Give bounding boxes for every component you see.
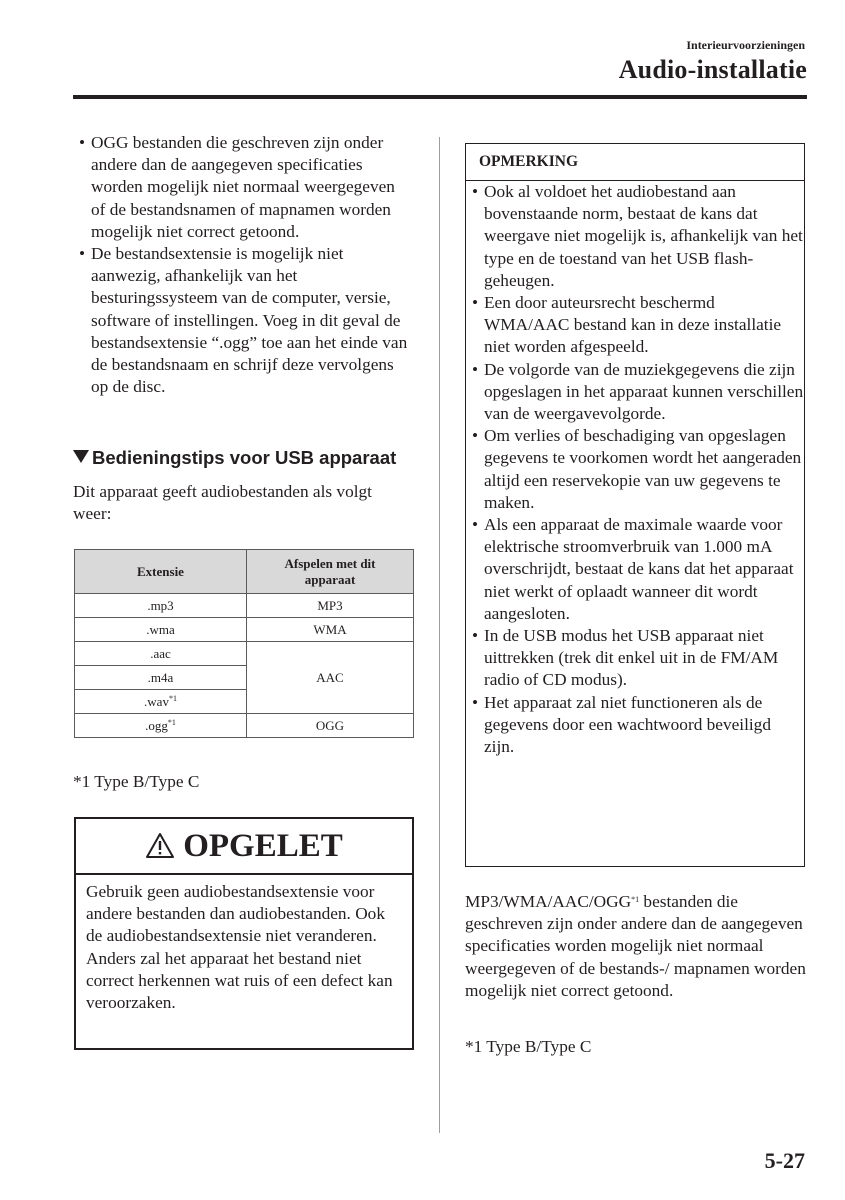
note-title: OPMERKING (466, 144, 804, 181)
table-header-cell: Extensie (75, 550, 247, 594)
intro-paragraph: Dit apparaat geeft audiobestanden als volgt weer: (73, 482, 372, 524)
caution-title: OPGELET (183, 828, 343, 864)
caution-header (76, 819, 412, 875)
list-item: • Ook al voldoet het audiobestand aan bovenstaande norm, bestaat de kans dat weergave niet mogelijk is, afhankelijk van het type en de toestand van het USB flash-geheugen. (471, 182, 803, 290)
table-cell-extension: .wma (75, 618, 247, 642)
list-item: • In de USB modus het USB apparaat niet uittrekken (trek dit enkel uit in de FM/AM radio of CD modus). (471, 626, 779, 690)
note-box (465, 143, 805, 867)
list-item: • De bestandsextensie is mogelijk niet aanwezig, afhankelijk van het besturingssysteem van de computer, versie, software of instellingen. Voeg in dit geval de bestandsextensie “.ogg” toe aan het einde van de bestandsnaam en schrijf deze vervolgens op de disc. (78, 244, 408, 397)
footnote-marker: *1 (167, 717, 176, 727)
body-paragraph (465, 891, 810, 1002)
bullet-text: Het apparaat zal niet functioneren als de gegevens door een wachtwoord beveiligd zijn. (484, 692, 771, 757)
bullet-text: In de USB modus het USB apparaat niet uittrekken (trek dit enkel uit in de FM/AM radio of CD modus). (484, 626, 779, 690)
section-heading (73, 447, 396, 469)
list-item: • Als een apparaat de maximale waarde voor elektrische stroomverbruik van 1.000 mA overschrijdt, bestaat de kans dat het apparaat niet werkt of oplaadt wanneer dit wordt aangesloten. (471, 515, 794, 623)
footnote-marker: *1 (168, 693, 177, 703)
section-heading-text: Bedieningstips voor USB apparaat (92, 447, 397, 468)
ogg-bullet-list (73, 132, 413, 398)
triangle-marker-icon (73, 450, 89, 463)
footnote-marker: *1 (631, 895, 640, 904)
section-label: Interieurvoorzieningen (686, 38, 805, 52)
table-cell-extension (75, 690, 247, 714)
footnote: *1 Type B/Type C (465, 1037, 592, 1056)
extension-table (74, 549, 414, 738)
extension-text: .wav (144, 693, 169, 709)
table-header-cell: Afspelen met dit apparaat (247, 550, 414, 594)
bullet-text: Als een apparaat de maximale waarde voor elektrische stroomverbruik van 1.000 mA overschrijdt, bestaat de kans dat het apparaat niet werkt of oplaadt wanneer dit wordt aangesloten. (484, 515, 794, 623)
table-cell-extension: .m4a (75, 666, 247, 690)
bullet-text: OGG bestanden die geschreven zijn onder andere dan de aangegeven specificaties worden mogelijk niet normaal weergegeven of de bestandsnamen of mapnamen worden mogelijk niet correct getoond. (91, 133, 395, 241)
extension-text: .ogg (145, 717, 168, 733)
list-item: • Een door auteursrecht beschermd WMA/AAC bestand kan in deze installatie niet worden afgespeeld. (471, 293, 782, 357)
table-cell-playback: AAC (247, 642, 414, 714)
list-item: • OGG bestanden die geschreven zijn onder andere dan de aangegeven specificaties worden mogelijk niet normaal weergegeven of de bestandsnamen of mapnamen worden mogelijk niet correct getoond. (78, 133, 395, 241)
header-rule (73, 95, 807, 99)
bullet-text: Om verlies of beschadiging van opgeslagen gegevens te voorkomen wordt het aangeraden altijd een reservekopie van uw gegevens te maken. (484, 426, 802, 512)
paragraph-text: bestanden die geschreven zijn onder andere dan de aangegeven specificaties worden mogelijk niet normaal weergegeven of de bestands-/ mapnamen worden mogelijk niet correct getoond. (465, 892, 806, 1000)
footnote: *1 Type B/Type C (73, 772, 200, 791)
bullet-text: Een door auteursrecht beschermd WMA/AAC bestand kan in deze installatie niet worden afgespeeld. (484, 293, 782, 357)
note-bullet-list (466, 181, 804, 758)
table-row (75, 642, 414, 666)
table-cell-playback: OGG (247, 714, 414, 738)
table-cell-playback: WMA (247, 618, 414, 642)
bullet-text: De bestandsextensie is mogelijk niet aanwezig, afhankelijk van het besturingssysteem van de computer, versie, software of instellingen. Voeg in dit geval de bestandsextensie “.ogg” toe aan het einde van de bestandsnaam en schrijf deze vervolgens op de disc. (91, 244, 408, 397)
table-row (75, 594, 414, 618)
list-item: • Het apparaat zal niet functioneren als de gegevens door een wachtwoord beveiligd zijn. (471, 692, 771, 757)
warning-triangle-icon (145, 832, 175, 859)
list-item: • Om verlies of beschadiging van opgeslagen gegevens te voorkomen wordt het aangeraden altijd een reservekopie van uw gegevens te maken. (471, 426, 802, 512)
page-number: 5-27 (764, 1148, 805, 1173)
table-cell-extension: .mp3 (75, 594, 247, 618)
table-header-row (75, 550, 414, 594)
paragraph-text: MP3/WMA/AAC/OGG (465, 892, 632, 911)
list-item: • De volgorde van de muziekgegevens die zijn opgeslagen in het apparaat kunnen verschillen van de weergavevolgorde. (471, 359, 804, 424)
column-divider (439, 137, 440, 1133)
table-cell-playback: MP3 (247, 594, 414, 618)
table-cell-extension: .aac (75, 642, 247, 666)
table-row (75, 618, 414, 642)
bullet-text: De volgorde van de muziekgegevens die zijn opgeslagen in het apparaat kunnen verschillen van de weergavevolgorde. (484, 359, 804, 424)
table-cell-extension (75, 714, 247, 738)
caution-body: Gebruik geen audiobestandsextensie voor andere bestanden dan audiobestanden. Ook de audiobestandsextensie niet veranderen. Anders zal het apparaat het bestand niet correct herkennen wat ruis of een defect kan veroorzaken. (86, 882, 393, 1013)
page-title: Audio-installatie (618, 55, 807, 84)
table-row (75, 714, 414, 738)
caution-box (74, 817, 414, 1050)
bullet-text: Ook al voldoet het audiobestand aan bovenstaande norm, bestaat de kans dat weergave niet mogelijk is, afhankelijk van het type en de toestand van het USB flash-geheugen. (484, 182, 803, 290)
